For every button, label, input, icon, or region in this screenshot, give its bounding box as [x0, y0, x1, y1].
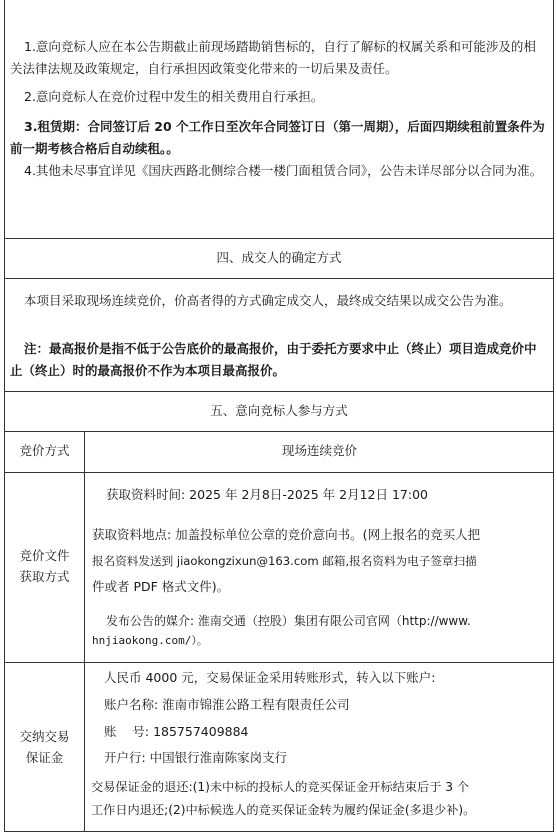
deposit-amount: 人民币 4000 元，交易保证金采用转账形式，转入以下账户:	[104, 670, 436, 685]
row-divider	[4, 431, 554, 432]
method-label: 竞价方式	[19, 443, 70, 458]
deposit-label-line1: 交纳交易	[19, 729, 70, 744]
docs-place-line2: 报名资料发送到 jiaokongzixun@163.com 邮箱,报名资料为电子签章扫描	[92, 554, 477, 568]
method-value: 现场连续竞价	[281, 443, 357, 458]
section4-body: 本项目采取现场连续竞价，价高者得的方式确定成交人，最终成交结果以成交公告为准。	[24, 293, 512, 308]
refund-line2: 工作日内退还;(2)中标候选人的竞买保证金转为履约保证金(多退少补)。	[91, 803, 476, 817]
term-item-2: 2.意向竞标人在竞价过程中发生的相关费用自行承担。	[24, 89, 324, 104]
docs-media-line2: hnjiaokong.com/）。	[92, 634, 208, 647]
row-divider	[4, 278, 554, 279]
row-divider	[4, 391, 554, 392]
bank-name: 开户行: 中国银行淮南陈家岗支行	[104, 750, 288, 765]
section4-title: 四、成交人的确定方式	[216, 250, 342, 265]
deposit-label-line2: 保证金	[25, 750, 64, 765]
docs-label-line1: 竞价文件	[19, 548, 70, 563]
term-item-3: 3.租赁期：合同签订后 20 个工作日至次年合同签订日（第一周期），后面四期续租前置条件为前一期考核合格后自动续租。。	[10, 119, 545, 156]
row-divider	[4, 831, 554, 832]
row-divider	[4, 472, 554, 473]
section4-note: 注：最高报价是指不低于公告底价的最高报价，由于委托方要求中止（终止）项目造成竞价中止（终止）时的最高报价不作为本项目最高报价。	[10, 341, 537, 378]
account-number: 账 号: 185757409884	[104, 724, 249, 739]
refund-line1: 交易保证金的退还:(1)未中标的投标人的竞买保证金开标结束后于 3 个	[91, 780, 470, 794]
term-item-4: 4.其他未尽事宜详见《国庆西路北侧综合楼一楼门面租赁合同》，公告未详尽部分以合同为准。	[24, 163, 543, 178]
docs-place-line3: 件或者 PDF 格式文件)。	[92, 579, 230, 594]
account-name: 账户名称: 淮南市锦淮公路工程有限责任公司	[104, 697, 350, 712]
docs-label-line2: 获取方式	[19, 569, 70, 584]
row-divider	[4, 238, 554, 239]
row-divider	[4, 662, 554, 663]
column-divider	[84, 431, 85, 831]
section5-title: 五、意向竞标人参与方式	[210, 403, 348, 418]
docs-place-line1: 获取资料地点: 加盖投标单位公章的竞价意向书。(网上报名的竞买人把	[92, 527, 481, 542]
docs-time: 获取资料时间: 2025 年 2月8日-2025 年 2月12日 17:00	[106, 487, 428, 502]
docs-media-line1: 发布公告的媒介: 淮南交通（控股）集团有限公司官网（http://www.	[106, 614, 471, 628]
term-item-1: 1.意向竞标人应在本公告期截止前现场踏勘销售标的，自行了解标的权属关系和可能涉及的相关法律法规及政策规定，自行承担因政策变化带来的一切后果及责任。	[10, 39, 536, 76]
